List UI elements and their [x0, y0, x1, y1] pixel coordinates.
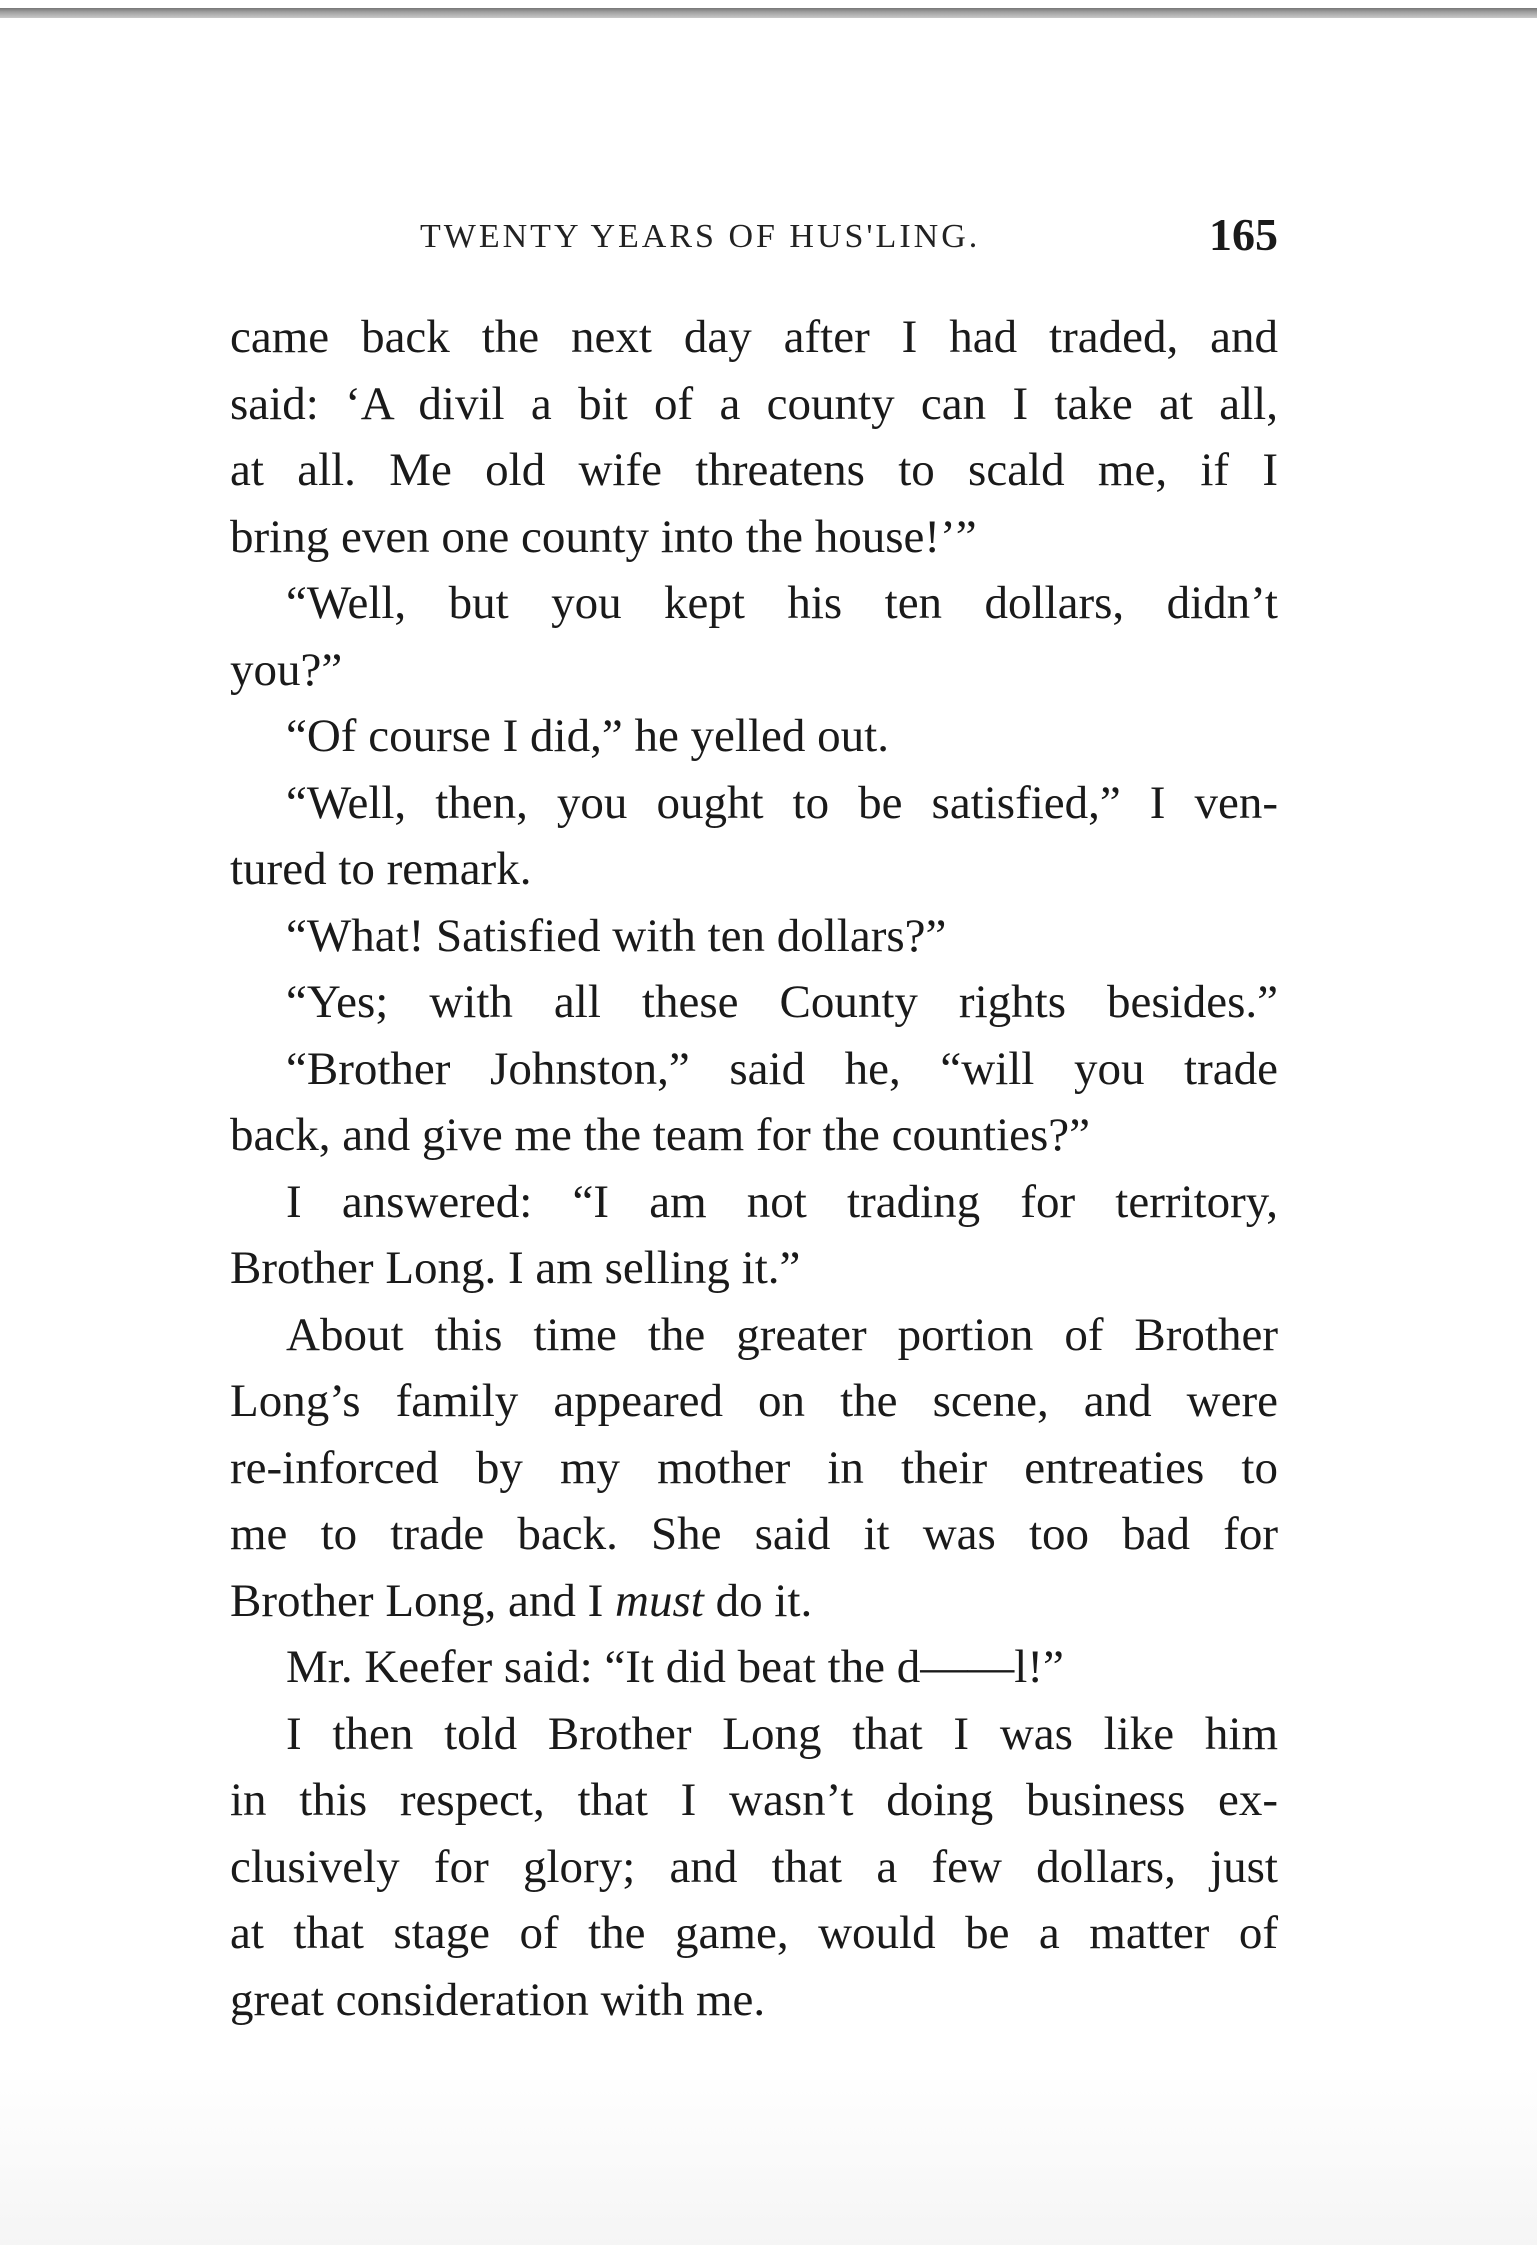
text-line: at all. Me old wife threatens to scald me, if I — [230, 444, 1278, 496]
text-line: “Well, but you kept his ten dollars, didn’t — [286, 577, 1278, 629]
text-line: About this time the greater portion of Brother — [286, 1308, 1278, 1361]
text-line: great consideration with me. — [230, 1973, 766, 2026]
text-line: Brother Long, and I must do it. — [230, 1574, 813, 1627]
text-line: re-inforced by my mother in their entreaties to — [230, 1441, 1278, 1494]
text-line: back, and give me the team for the counties?” — [230, 1109, 1090, 1161]
text-line: you?” — [230, 643, 343, 696]
text-line: bring even one county into the house!’” — [230, 510, 977, 563]
text-line: in this respect, that I wasn’t doing business ex- — [230, 1774, 1278, 1826]
page-header — [230, 208, 1278, 268]
text-line: me to trade back. She said it was too bad for — [230, 1508, 1278, 1560]
text-line: said: ‘A divil a bit of a county can I take at all, — [230, 377, 1278, 430]
text-line: Long’s family appeared on the scene, and were — [230, 1375, 1278, 1427]
text-line: at that stage of the game, would be a matter of — [230, 1907, 1278, 1959]
text-line: “Brother Johnston,” said he, “will you trade — [286, 1042, 1278, 1095]
text-line: clusively for glory; and that a few dollars, just — [230, 1840, 1278, 1893]
page-number: 165 — [1209, 209, 1278, 260]
top-scan-edge — [0, 8, 1537, 18]
text-line: I answered: “I am not trading for territory, — [286, 1175, 1278, 1228]
text-line: “Yes; with all these County rights besides.” — [286, 976, 1278, 1028]
text-line: “What! Satisfied with ten dollars?” — [286, 909, 947, 962]
text-line: came back the next day after I had traded, and — [230, 311, 1278, 363]
bottom-scan-noise — [0, 2065, 1537, 2245]
text-line: Brother Long. I am selling it.” — [230, 1242, 801, 1294]
text-line: tured to remark. — [230, 843, 532, 895]
running-head: TWENTY YEARS OF HUS'LING. — [420, 218, 981, 255]
text-line: Mr. Keefer said: “It did beat the d——l!” — [286, 1641, 1064, 1693]
text-line: I then told Brother Long that I was like him — [286, 1707, 1278, 1760]
text-line: “Of course I did,” he yelled out. — [286, 710, 889, 762]
emphasis-word: must — [615, 1574, 704, 1627]
text-line: “Well, then, you ought to be satisfied,” I ven- — [286, 776, 1278, 829]
body-text — [230, 304, 1278, 2033]
